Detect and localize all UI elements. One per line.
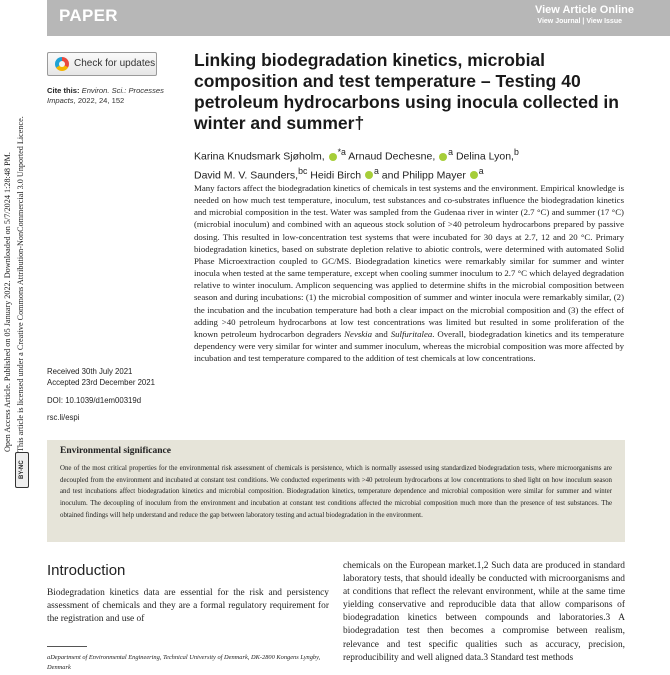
journal-short-link[interactable]: rsc.li/espi xyxy=(47,413,80,422)
article-title: Linking biodegradation kinetics, microbial composition and test temperature – Testing 40 petroleum hydrocarbons using inocula collected in winter and summer† xyxy=(194,50,619,133)
author-affiliation-mark: a xyxy=(478,165,484,176)
author-list xyxy=(194,145,634,182)
orcid-icon[interactable] xyxy=(439,153,447,161)
author-name[interactable]: David M. V. Saunders, xyxy=(194,169,299,181)
author-affiliation-mark: a xyxy=(448,147,454,157)
abstract xyxy=(194,182,624,364)
crossmark-icon xyxy=(55,57,69,71)
genus-nevskia: Nevskia xyxy=(344,328,373,339)
author-affiliation-mark: *a xyxy=(337,147,346,157)
view-article-online-link[interactable]: View Article Online xyxy=(534,4,634,16)
genus-sulfuritalea: Sulfuritalea xyxy=(390,328,433,339)
cite-journal: Environ. Sci.: Processes Impacts, xyxy=(47,86,164,105)
author-name[interactable]: and Philipp Mayer xyxy=(381,169,466,181)
view-journal-issue-links[interactable]: View Journal | View Issue xyxy=(537,18,622,25)
affiliation-footnote: aDepartment of Environmental Engineering, Technical University of Denmark, DK-2800 Kongens Lyngby, Denmark xyxy=(47,654,321,671)
abstract-main: Many factors affect the biodegradation kinetics of chemicals in test systems and the environment. Empirical knowledge is needed on how much test temperature, inoculum, test substances and co-substrates influence the biodegradation kinetics and microbial composition in the test. Water was sampled from the Gudenaa river in winter (2.7 °C) and summer (17 °C) (microbial inoculum) and combined with an aqueous stock solution of >40 petroleum hydrocarbons prepared by passive dosing. This resulted in low-concentration test systems that were incubated for 30 days at 2.7, 12 and 20 °C. Primary biodegradation kinetics, based on substrate depletion relative to abiotic controls, were determined with automated Solid Phase Microextraction coupled to GC/MS. Biodegradation kinetics were remarkably similar for summer and winter inocula when tested at the same temperature, except when cooling summer inoculum to 2.7 °C which delayed degradation relative to winter inoculum. Amplicon sequencing was applied to determine shifts in the microbial composition between season and during incubations: (1) the microbial composition of summer and winter inocula were remarkably similar, (2) the incubation and the incubation temperature had both a clear impact on the microbial composition and (3) the effect of adding >40 petroleum hydrocarbons at low test concentrations was limited but resulted in some proliferation of the known petroleum hydrocarbon degraders xyxy=(194,183,624,339)
env-significance-text: One of the most critical properties for the environmental risk assessment of chemicals is persistence, which is normally assessed using standardized biodegradation tests, where microorganisms are decoupled from the environment and incubated at constant test conditions. We conducted experiments with >40 petroleum hydrocarbons at low concentrations to shed light on how inoculum season and test incubations affect biodegradation kinetics and microbial composition. Biodegradation kinetics, temperature dependence and microbial composition were similar for summer and winter inoculum. The decoupling of inoculum from the environment and incubation at constant test conditions affected the microbial composition much more than the presence of test substances. The obtained findings will help understand and reduce the gap between laboratory testing and actual biodegradation in the environment. xyxy=(60,465,612,519)
cc-license-badge[interactable]: BY-NC xyxy=(15,452,29,488)
cite-year-volume: 2022, 24, 152 xyxy=(77,96,125,105)
abstract-conclusion: . Overall, biodegradation kinetics and its temperature dependency were very similar for winter and summer inoculum, whereas the microbial composition was more affected by incubation and test temperature compared to the addition of test chemicals at low concentrations. xyxy=(194,328,625,364)
citation xyxy=(47,86,177,106)
check-for-updates-button[interactable] xyxy=(47,52,157,76)
author-affiliation-mark: bc xyxy=(298,165,308,176)
author-affiliation-mark: a xyxy=(373,165,379,176)
footnote-divider xyxy=(47,646,87,647)
author-name[interactable]: Heidi Birch xyxy=(310,169,362,181)
abstract-and: and xyxy=(375,328,388,339)
author-name[interactable]: Delina Lyon, xyxy=(455,150,514,163)
cite-prefix: Cite this: xyxy=(47,86,80,95)
environmental-significance-box xyxy=(47,440,625,542)
orcid-icon[interactable] xyxy=(365,171,373,179)
open-access-note: Open Access Article. Published on 05 January 2022. Downloaded on 5/7/2024 1:28:48 PM. xyxy=(3,152,12,452)
header-bar xyxy=(47,0,670,36)
author-affiliation-mark: b xyxy=(513,147,519,157)
check-for-updates-label: Check for updates xyxy=(74,58,156,69)
doi-link[interactable]: DOI: 10.1039/d1em00319d xyxy=(47,396,142,405)
received-date: Received 30th July 2021 xyxy=(47,367,133,376)
introduction-heading: Introduction xyxy=(47,562,126,579)
author-name[interactable]: Karina Knudsmark Sjøholm, xyxy=(194,150,325,163)
article-dates xyxy=(47,367,187,388)
env-significance-heading: Environmental significance xyxy=(60,446,171,456)
license-note: This article is licensed under a Creative Commons Attribution-NonCommercial 3.0 Unported Licence. xyxy=(16,116,25,452)
introduction-left-column: Biodegradation kinetics data are essential for the risk and persistency assessment of chemicals and they are a formal regulatory requirement for the registration and use of xyxy=(47,588,329,625)
accepted-date: Accepted 23rd December 2021 xyxy=(47,377,155,387)
author-name[interactable]: Arnaud Dechesne, xyxy=(348,150,436,163)
section-label: PAPER xyxy=(59,6,118,25)
orcid-icon[interactable] xyxy=(470,171,478,179)
orcid-icon[interactable] xyxy=(329,153,337,161)
license-sidebar xyxy=(3,12,25,452)
introduction-right-column: chemicals on the European market.1,2 Such data are produced in standard laboratory tests, that should ideally be conducted with microorganisms and at conditions that reflect the relevant environment, while at the same time yielding conservative and reproducible data that allow comparisons of biodegradation kinetics between compounds and laboratories.3 A biodegradation test then becomes a compromise between realism, relevance and test specific qualities such as accuracy, precision, reproducibility and well aligned data.3 Standard test methods xyxy=(343,561,625,663)
